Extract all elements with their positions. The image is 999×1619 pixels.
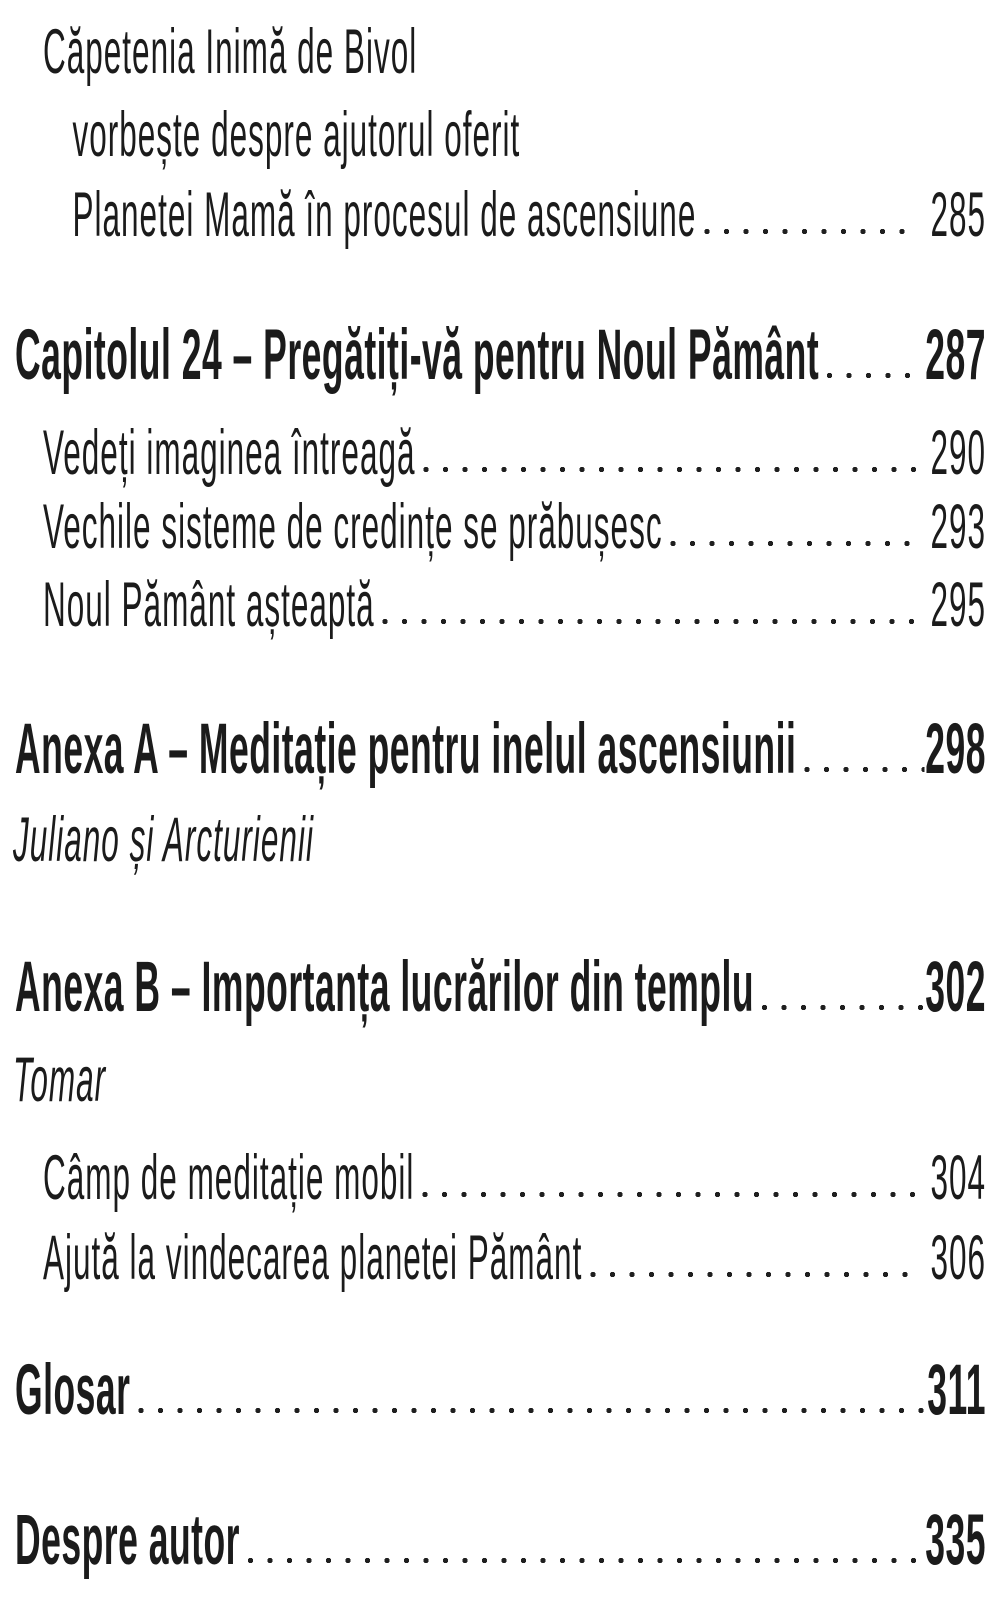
toc-entry-glossary [0, 1353, 986, 1429]
toc-entry-label: Anexa B – Importanța lucrărilor din templu [15, 948, 755, 1027]
dot-leader [589, 1225, 918, 1291]
toc-entry [0, 19, 986, 85]
toc-entry [0, 420, 986, 486]
toc-entry-label: Căpetenia Inimă de Bivol [43, 17, 418, 87]
toc-entry-label: Noul Pământ așteaptă [43, 570, 375, 640]
toc-entry-label: Juliano și Arcturienii [13, 805, 314, 875]
toc-entry-appendix-b [0, 950, 986, 1026]
dot-leader [247, 1503, 924, 1579]
toc-page-number: 304 [930, 1143, 986, 1213]
dot-leader [826, 318, 924, 394]
toc-entry-label: Anexa A – Meditație pentru inelul ascensiunii [15, 710, 797, 789]
toc-entry-label: Vedeți imaginea întreagă [43, 418, 416, 488]
toc-page-number: 285 [930, 180, 986, 250]
dot-leader [803, 712, 924, 788]
toc-entry-label: Glosar [15, 1351, 131, 1430]
toc-entry [0, 494, 986, 560]
toc-entry [0, 1225, 986, 1291]
toc-entry-label: Despre autor [15, 1501, 240, 1580]
dot-leader [761, 950, 924, 1026]
toc-entry-about-author [0, 1503, 986, 1579]
toc-page-number: 295 [930, 570, 986, 640]
toc-page-number: 306 [930, 1223, 986, 1293]
toc-entry-speaker [0, 1047, 986, 1113]
toc-page-number: 335 [925, 1501, 986, 1580]
dot-leader [703, 182, 918, 248]
toc-page-number: 298 [925, 710, 986, 789]
toc-entry-label: Tomar [13, 1045, 107, 1115]
dot-leader [670, 494, 919, 560]
toc-entry [0, 572, 986, 638]
toc-entry-label: Capitolul 24 – Pregătiți-vă pentru Noul Pământ [15, 316, 820, 395]
toc-entry [0, 1145, 986, 1211]
dot-leader [423, 420, 919, 486]
toc-entry-appendix-a [0, 712, 986, 788]
toc-entry-label: Planetei Mamă în procesul de ascensiune [72, 180, 697, 250]
toc-entry-label: vorbește despre ajutorul oferit [72, 100, 521, 170]
toc-page [0, 19, 999, 1619]
dot-leader [137, 1353, 926, 1429]
toc-entry-chapter [0, 318, 986, 394]
toc-entry-speaker [0, 807, 986, 873]
toc-entry-continuation [0, 102, 986, 168]
toc-entry-label: Vechile sisteme de credințe se prăbușesc [43, 492, 663, 562]
toc-page-number: 302 [925, 948, 986, 1027]
dot-leader [421, 1145, 918, 1211]
toc-page-number: 311 [927, 1351, 986, 1430]
toc-entry-label: Câmp de meditație mobil [43, 1143, 415, 1213]
toc-page-number: 293 [930, 492, 986, 562]
toc-page-number: 287 [925, 316, 986, 395]
toc-entry-label: Ajută la vindecarea planetei Pământ [43, 1223, 583, 1293]
toc-entry-continuation [0, 182, 986, 248]
toc-page-number: 290 [930, 418, 986, 488]
dot-leader [382, 572, 919, 638]
